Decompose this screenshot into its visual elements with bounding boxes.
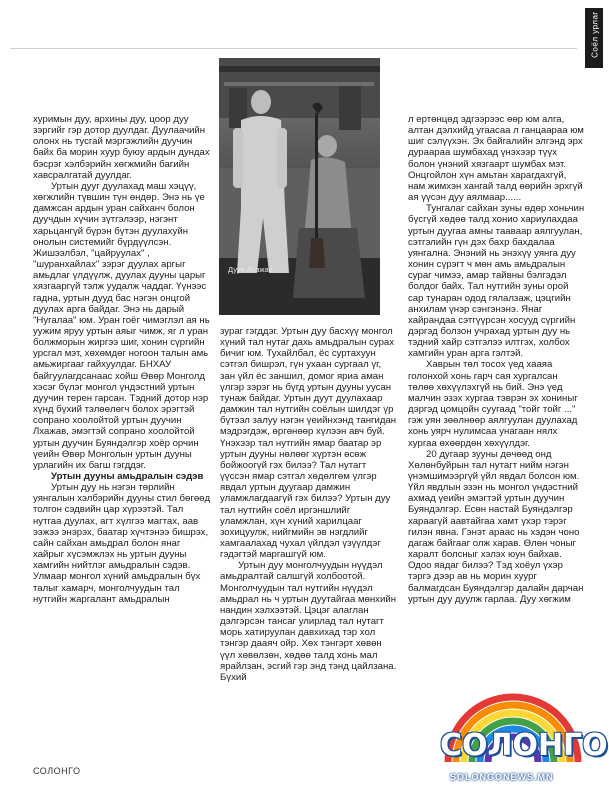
col1-paragraph: хуримын дуу, архины дуу, цоор дуу зэргийг гэр дотор дуулдаг. Дуулаачийн олонх нь тусгай мэргэжлийн дуучин байх ба морин хуур буюу ардын дундах бэсрэг хэлбэрийн хөгжмийн багийн хавсралгатай дуулдаг. [33,114,210,181]
column-1 [33,114,211,605]
column-3 [408,114,586,605]
section-tab [585,8,603,68]
col2-paragraph: зураг гэгддэг. Уртын дуу басхүү монгол хүний тал нутаг дахь амьдралын сурах бичиг юм. Тухайлбал, ёс суртахуун сэтгэл бишрэл, гүн ухаан сургаал үг, зан үйл ёс заншил, домог яриа аман үлгэр зэрэг нь бүгд уртын дууны уусан тунаж байдаг. Уртын дуут дуулахаар дамжин тал нутгийн соёлын шилдэг үр бүтээл залуу нэгэн үеийнхэнд тангидан мэдрэгдэж, өргөнөөр хүлээн авч буй. Үнэхээр тал нутгийн ямар баатар эр уртын дууны нөлөөг хүртэн өсөж бойжоогүй гэх билээ? Тал нутагт үүссэн ямар сэтгэл хөдөлгөм үлгэр явдал уртын дуугаар дамжин уламжлагдаагүй гэх билээ? Уртын дуу тал нутгийн соёл иргэншлийг уламжлан, хүн хүний харилцааг зохицуулж, нийгмийн эв нэгдлийг хамгаалахад чухал үйлдэл үзүүлдэг гэдэгтэй маргашгүй юм. [220,326,397,561]
col1-paragraph: Уртын дууг дуулахад маш хэцүү, хөгжлийн түвшин түн өндөр. Энэ нь үе дамжсан ардын уран сайханч болон дуучдын хүчин зүтгэлээр, нэгэнт харьцангүй бүрэн бүтэн дуулахуйн онолын системийг бүрдүүлсэн. Жишээлбэл, "цайруулах" , "шуранхайлах" зэрэг дуулах аргыг амьдлаг үлдүүлж, дуулах дууны царыг хязгааргүй тэлж уудалж чаддаг. Үүнээс гадна, уртын дууд бас нэгэн онцгой дуулах арга байдаг. Энэ нь дарый "Нугалаа" юм. Уран гоёг чимэглэл ая нь уужим яруу уртын аяыг чимж, яг л уран болжморын жиргээ шиг, хонин сүргийн урсгал мэт, хөхөмдөг ногоон талын амь амьжиргааг гайхуулдаг. БНХАУ байгуулагдсанаас хойш Өвөр Монголд хэсэг бүлэг монгол үндэстний уртын дуучин терен гарсан. Тэдний дотор нэр хүнд бүхий тэлөөлөгч болох эрэгтэй сопрано хоолойтой уртын дуучин Лхажав, эмэгтэй сопрано хоолойтой уртын дуучин Буяндэлгэр хоёр орчин үеийн Өвөр Монголын уртын дууны урлагийн их багш гэгддэг. [33,180,210,471]
logo-wordmark: СОЛОНГО [440,728,608,763]
article-photo [219,58,380,315]
col1-paragraph: Уртын дуу нь нэгэн төрлийн уянгалын хэлбэрийн дууны стил бөгөөд толгон сэдвийн цар хүрээтэй. Тал нутгаа дуулах, агт хүлгээ магтах, аав ээжээ энэрэх, баатар хүчтэнээ бишрэх, сайн сайхан амьдрал болон янаг хайрыг хүсэмжлэх нь уртын дууны хамгийн нийтлэг амьдралын сэдэв. Улмаар монгол хүний амьдралын бүх талыг хамарч, монголчуудын тал нутгийн жаргалант амьдралын [33,482,211,605]
col3-paragraph: л ертөнцөд эдгээрээс өөр юм алга, алтан дэлхийд угаасаа л ганцаараа юм шиг сэлүүхэн. Эх байгалийн элгэнд эрх дураараа шумбахад үнэхээр түүх болон үнэний хязгаарт шумбах мэт. Онцгойлон хүн амьтан харагдахгүй, нам жимхэн хангай талд өөрийн эрхгүй ая үүсэн дуу аялмаар...... [408,114,584,204]
col2-paragraph: Уртын дуу монголчуудын нүүдэл амьдралтай салшгүй холбоотой. Монголчуудын тал нутгийн нүүдэл амьдрал нь ч уртын дуутайгаа мөнхийн нандин хэлхээтэй. Цэцэг алаглан дэлгэрсэн тансаг улирлад тал нутагт морь хатируулан давхихад тэр хол тэнгэр дааяч ойр. Хөх тэнгэрт хөвөн үүл хөвөлзөн, хөдөө талд хонь мал ярайлзан, эсгий гэр энд тэнд цайлзана. Бүхий [220,560,397,683]
col3-paragraph: Хаврын төл тосох үед хааяа голонхой хонь гарч сая хургалсан төлөө хөхүүлэхгүй нь бий. Энэ үед малчин эзэх хургаа тэврэн эх хониныг дэргэд цомцойн суугаад "тойг тойг ..." гэж уян зөөлнөөр аялгуулан дуулахад хонь уярч нулимсаа унагаан нялх хургаа өхөөрдөн хөхүүлдэг. [408,359,578,449]
col3-paragraph: Тунгалаг сайхан зуны өдөр хоньчин бүсгүй хөдөө талд хонио хариулахдаа уртын дуугаа амны таавaар аялгуулан, сэтгэлийн гүн дэх бахр бахдалаа уянгална. Энэний нь энэхүү уянга дуу хонин сүрэгт ч мөн амь амьдралын сураг чимээ, амар тайвны бэлгэдэл болдог байх. Тал нутгийн зуны орой сар тунаран одод гялалзаж, цэцгийн анхилам үнэр сэнгэнэнэ. Янаг хайрандаа сэтгүүрсэн хосууд сүргийн дэргэд болзон учрахад уртын дуу нь тэдний хайр сэтгэлээ илтгэх, холбох хамгийн уран арга гэлтэй. [408,203,585,360]
column-2 [220,326,398,683]
header-rule [10,48,577,49]
solongo-logo [428,690,608,795]
col3-paragraph: 20 дугаар зууны дөчөөд онд Хөлөнбуйрын тал нутагт нийм нэгэн үнэмшимээргүй үйл явдал болсон юм. Үйл явдлын эзэн нь монгол үндэстний ахмад үеийн эмэгтэй уртын дуучин Буяндэлгэр. Есөн настай Буяндэлгэр хараагүй аавтайгаа хамт үхэр тэрэг гилэн явна. Гэнэт араас нь хэдэн чоно дагаж байгааг олж харав. Өлөн чоныг харалт болсныг хэлэх юун байхав. Одоо яадаг билээ? Тэд хоёул үхэр тэргэ дээр ав нь морин хуург балмагдсан Буяндэлгэр далайн дарчан уртын дуу дуулж гарлаа. Дуу хөгжим [408,448,584,605]
section-tab-label: Соёл урлаг [590,11,600,58]
col1-paragraph: Уртын дууны амьдралын сэдэв [51,471,204,482]
photo-caption: Дууч Лхажав [228,265,273,274]
photo-illustration [219,58,380,315]
logo-url: SOLONGONEWS.MN [450,772,554,782]
footer-magazine-name: СОЛОНГО [33,766,81,776]
